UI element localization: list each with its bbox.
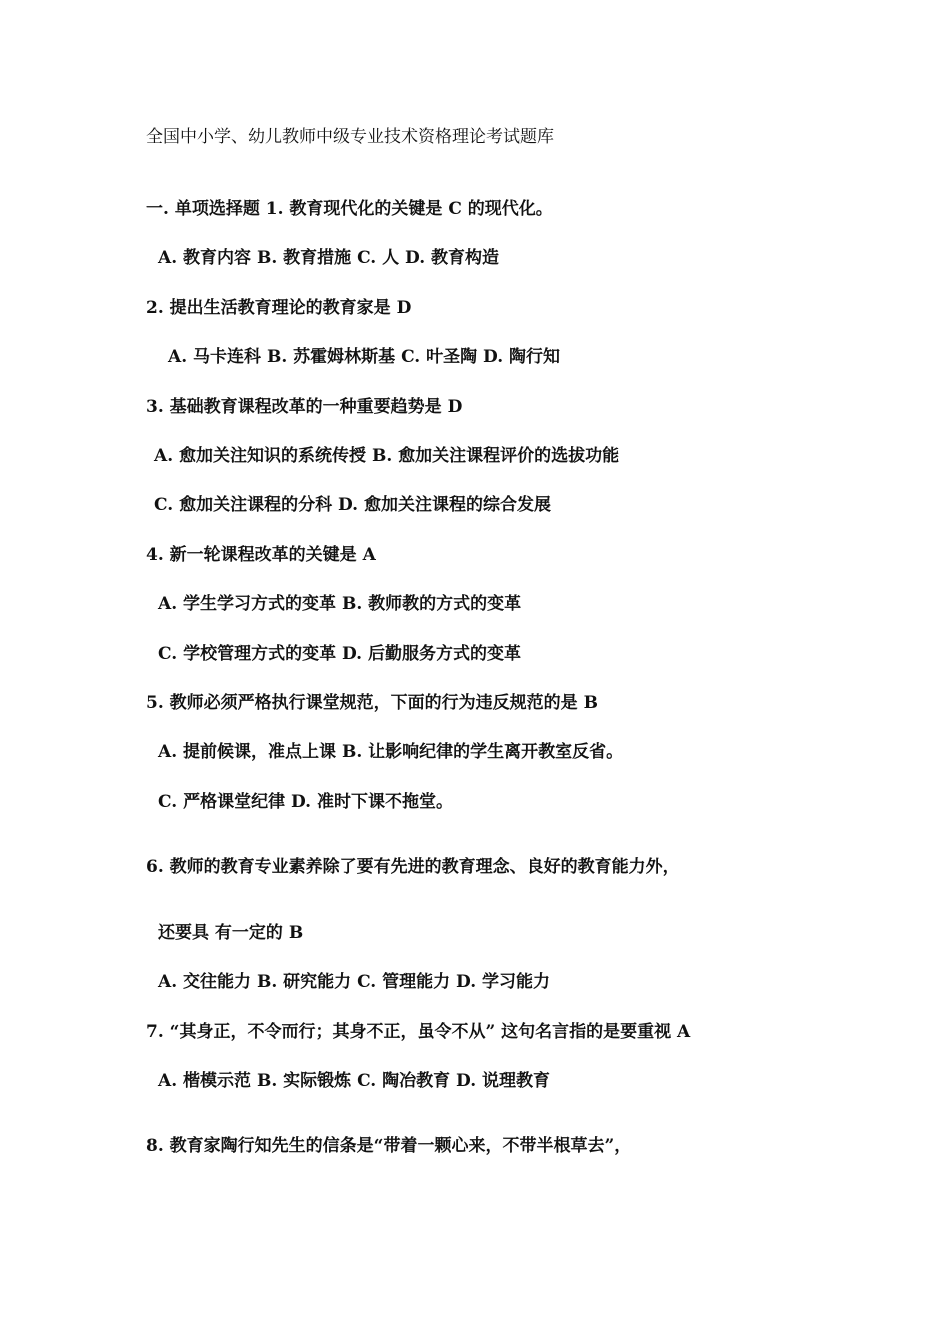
question-2-options: A. 马卡连科 B. 苏霍姆林斯基 C. 叶圣陶 D. 陶行知 xyxy=(168,347,561,367)
question-6-line: 6. 教师的教育专业素养除了要有先进的教育理念、良好的教育能力外， xyxy=(146,857,680,877)
question-8-line: 8. 教育家陶行知先生的信条是“带着一颗心来，不带半根草去”， xyxy=(146,1136,632,1156)
question-3-line: 3. 基础教育课程改革的一种重要趋势是 D xyxy=(146,397,463,417)
question-6-line-continued: 还要具 有一定的 B xyxy=(158,923,304,943)
question-4-options-cd: C. 学校管理方式的变革 D. 后勤服务方式的变革 xyxy=(158,644,521,664)
question-5-line: 5. 教师必须严格执行课堂规范，下面的行为违反规范的是 B xyxy=(146,693,598,713)
question-3-options-cd: C. 愈加关注课程的分科 D. 愈加关注课程的综合发展 xyxy=(154,495,551,515)
question-4-line: 4. 新一轮课程改革的关键是 A xyxy=(146,545,376,565)
question-1-options: A. 教育内容 B. 教育措施 C. 人 D. 教育构造 xyxy=(158,248,500,268)
question-6-options: A. 交往能力 B. 研究能力 C. 管理能力 D. 学习能力 xyxy=(158,972,551,992)
question-7-options: A. 楷模示范 B. 实际锻炼 C. 陶冶教育 D. 说理教育 xyxy=(158,1071,551,1091)
question-2-line: 2. 提出生活教育理论的教育家是 D xyxy=(146,298,412,318)
question-5-options-ab: A. 提前候课，准点上课 B. 让影响纪律的学生离开教室反省。 xyxy=(158,742,624,762)
question-5-options-cd: C. 严格课堂纪律 D. 准时下课不拖堂。 xyxy=(158,792,453,812)
document-title: 全国中小学、幼儿教师中级专业技术资格理论考试题库 xyxy=(146,127,554,147)
question-7-line: 7. “其身正，不令而行；其身不正，虽令不从” 这句名言指的是要重视 A xyxy=(146,1022,691,1042)
question-3-options-ab: A. 愈加关注知识的系统传授 B. 愈加关注课程评价的选拔功能 xyxy=(154,446,620,466)
question-1-line: 一. 单项选择题 1. 教育现代化的关键是 C 的现代化。 xyxy=(146,199,553,219)
question-4-options-ab: A. 学生学习方式的变革 B. 教师教的方式的变革 xyxy=(158,594,522,614)
